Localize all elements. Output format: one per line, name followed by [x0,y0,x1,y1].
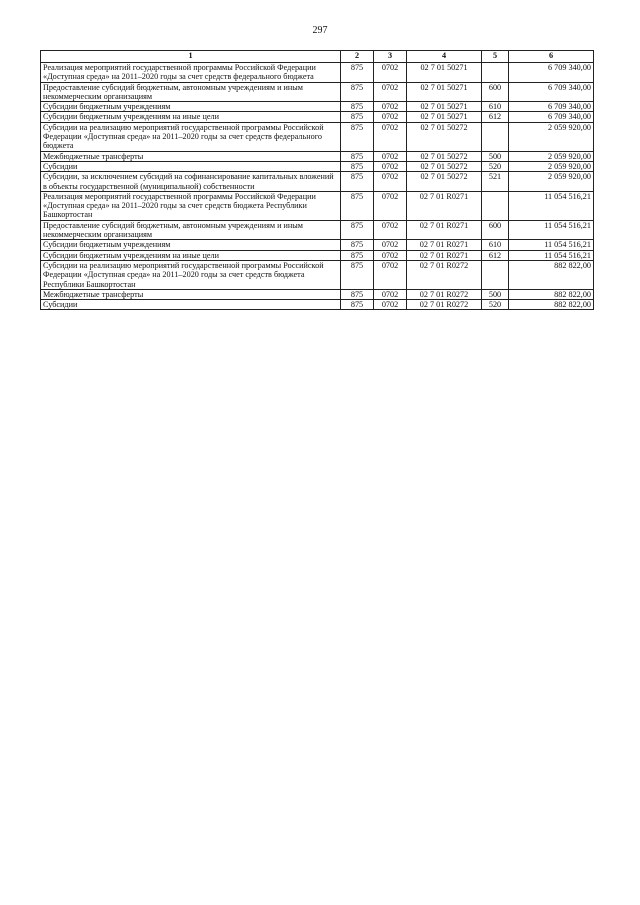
table-row [41,161,594,171]
cell-ministry-code: 875 [341,151,374,161]
cell-target-article: 02 7 01 R0271 [407,240,482,250]
cell-name: Предоставление субсидий бюджетным, автономным учреждениям и иным некоммерческим организациям [41,82,341,102]
cell-amount: 11 054 516,21 [509,250,594,260]
cell-amount: 882 822,00 [509,260,594,289]
cell-name: Субсидии, за исключением субсидий на софинансирование капитальных вложений в объекты государственной (муниципальной) собственности [41,172,341,192]
column-header: 4 [407,51,482,63]
cell-section-code: 0702 [374,220,407,240]
table-row [41,112,594,122]
table-row [41,191,594,220]
cell-target-article: 02 7 01 50271 [407,63,482,83]
page-number: 297 [312,25,328,36]
table-row [41,172,594,192]
cell-amount: 2 059 920,00 [509,161,594,171]
cell-target-article: 02 7 01 50272 [407,161,482,171]
cell-expense-type: 610 [482,240,509,250]
cell-name: Межбюджетные трансферты [41,151,341,161]
column-header: 2 [341,51,374,63]
cell-name: Реализация мероприятий государственной программы Российской Федерации «Доступная среда» на 2011–2020 годы за счет средств бюджета Республики Башкортостан [41,191,341,220]
table-row [41,63,594,83]
cell-ministry-code: 875 [341,250,374,260]
table-row [41,250,594,260]
cell-section-code: 0702 [374,172,407,192]
cell-name: Субсидии [41,161,341,171]
cell-expense-type: 500 [482,289,509,299]
cell-expense-type: 500 [482,151,509,161]
table-row [41,289,594,299]
cell-section-code: 0702 [374,63,407,83]
cell-ministry-code: 875 [341,289,374,299]
cell-target-article: 02 7 01 50272 [407,151,482,161]
cell-section-code: 0702 [374,161,407,171]
cell-expense-type: 521 [482,172,509,192]
table-row [41,102,594,112]
table-row [41,82,594,102]
cell-name: Субсидии на реализацию мероприятий государственной программы Российской Федерации «Доступная среда» на 2011–2020 годы за счет средств федерального бюджета [41,122,341,151]
table-row [41,220,594,240]
column-header: 1 [41,51,341,63]
cell-ministry-code: 875 [341,240,374,250]
cell-ministry-code: 875 [341,82,374,102]
cell-amount: 11 054 516,21 [509,240,594,250]
cell-target-article: 02 7 01 R0272 [407,289,482,299]
cell-name: Межбюджетные трансферты [41,289,341,299]
cell-amount: 882 822,00 [509,289,594,299]
cell-amount: 11 054 516,21 [509,220,594,240]
cell-expense-type [482,260,509,289]
cell-ministry-code: 875 [341,260,374,289]
cell-target-article: 02 7 01 R0272 [407,260,482,289]
cell-expense-type [482,122,509,151]
cell-amount: 2 059 920,00 [509,172,594,192]
cell-ministry-code: 875 [341,112,374,122]
cell-target-article: 02 7 01 50272 [407,122,482,151]
cell-expense-type: 612 [482,250,509,260]
cell-target-article: 02 7 01 50271 [407,82,482,102]
cell-section-code: 0702 [374,289,407,299]
cell-section-code: 0702 [374,240,407,250]
cell-ministry-code: 875 [341,191,374,220]
cell-expense-type: 612 [482,112,509,122]
cell-ministry-code: 875 [341,102,374,112]
cell-amount: 6 709 340,00 [509,102,594,112]
table-body [41,63,594,310]
cell-section-code: 0702 [374,102,407,112]
table-row [41,122,594,151]
cell-amount: 6 709 340,00 [509,63,594,83]
cell-amount: 882 822,00 [509,300,594,310]
cell-name: Реализация мероприятий государственной программы Российской Федерации «Доступная среда» на 2011–2020 годы за счет средств федерального бюджета [41,63,341,83]
cell-name: Субсидии бюджетным учреждениям на иные цели [41,112,341,122]
cell-section-code: 0702 [374,82,407,102]
cell-name: Субсидии на реализацию мероприятий государственной программы Российской Федерации «Доступная среда» на 2011–2020 годы за счет средств бюджета Республики Башкортостан [41,260,341,289]
cell-ministry-code: 875 [341,300,374,310]
cell-section-code: 0702 [374,260,407,289]
cell-target-article: 02 7 01 R0272 [407,300,482,310]
cell-section-code: 0702 [374,300,407,310]
cell-target-article: 02 7 01 50271 [407,102,482,112]
cell-target-article: 02 7 01 50271 [407,112,482,122]
cell-ministry-code: 875 [341,172,374,192]
column-header: 5 [482,51,509,63]
cell-name: Субсидии [41,300,341,310]
table-row [41,300,594,310]
cell-name: Предоставление субсидий бюджетным, автономным учреждениям и иным некоммерческим организациям [41,220,341,240]
cell-amount: 2 059 920,00 [509,122,594,151]
table-header-row [41,51,594,63]
cell-ministry-code: 875 [341,122,374,151]
cell-target-article: 02 7 01 R0271 [407,220,482,240]
cell-name: Субсидии бюджетным учреждениям на иные цели [41,250,341,260]
budget-table [40,50,594,310]
cell-ministry-code: 875 [341,220,374,240]
cell-amount: 11 054 516,21 [509,191,594,220]
cell-expense-type: 520 [482,161,509,171]
cell-expense-type: 610 [482,102,509,112]
cell-target-article: 02 7 01 R0271 [407,250,482,260]
cell-ministry-code: 875 [341,161,374,171]
cell-expense-type: 600 [482,82,509,102]
cell-amount: 2 059 920,00 [509,151,594,161]
cell-expense-type: 520 [482,300,509,310]
cell-section-code: 0702 [374,191,407,220]
cell-name: Субсидии бюджетным учреждениям [41,102,341,112]
cell-ministry-code: 875 [341,63,374,83]
cell-expense-type [482,63,509,83]
table-row [41,240,594,250]
cell-target-article: 02 7 01 R0271 [407,191,482,220]
cell-expense-type: 600 [482,220,509,240]
cell-amount: 6 709 340,00 [509,112,594,122]
cell-name: Субсидии бюджетным учреждениям [41,240,341,250]
column-header: 3 [374,51,407,63]
cell-section-code: 0702 [374,250,407,260]
cell-amount: 6 709 340,00 [509,82,594,102]
column-header: 6 [509,51,594,63]
table-row [41,260,594,289]
cell-target-article: 02 7 01 50272 [407,172,482,192]
cell-expense-type [482,191,509,220]
cell-section-code: 0702 [374,112,407,122]
table-row [41,151,594,161]
cell-section-code: 0702 [374,122,407,151]
cell-section-code: 0702 [374,151,407,161]
